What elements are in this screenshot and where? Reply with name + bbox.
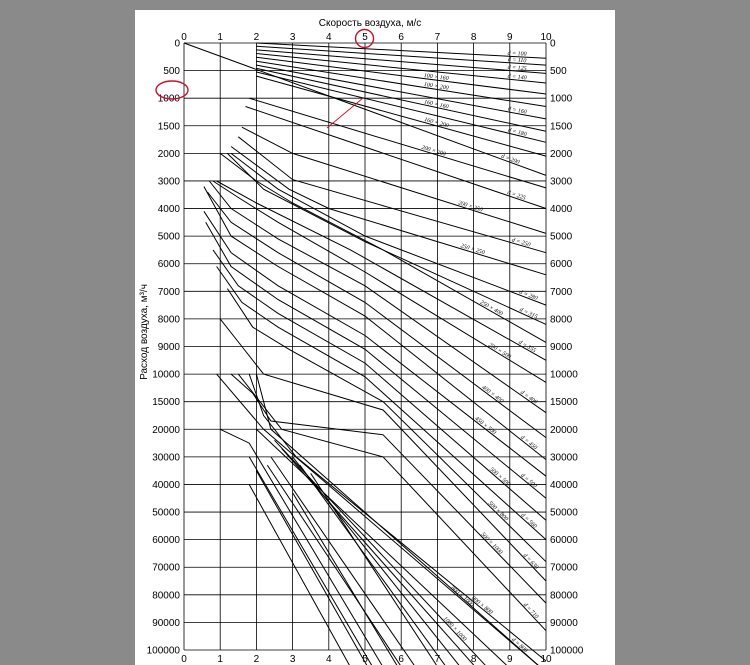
x-tick-bottom-2: 2 bbox=[253, 654, 260, 665]
series-label-800-1000: 800 × 1000 bbox=[449, 585, 475, 609]
series-label-d-355: d = 355 bbox=[517, 339, 537, 355]
series-label-d-315: d = 315 bbox=[518, 306, 539, 321]
y-tick-left-100000: 100000 bbox=[146, 645, 180, 657]
y-tick-right-500: 500 bbox=[550, 66, 567, 78]
x-tick-bottom-8: 8 bbox=[470, 654, 477, 665]
x-tick-top-1: 1 bbox=[217, 32, 223, 43]
series-label-450-500: 450 × 500 bbox=[473, 415, 497, 437]
series-label-100-200: 100 × 200 bbox=[423, 81, 449, 92]
x-tick-bottom-4: 4 bbox=[326, 654, 332, 665]
series-label-d-125: d = 125 bbox=[507, 64, 527, 73]
y-tick-right-70000: 70000 bbox=[550, 562, 578, 574]
series-label-d-250: d = 250 bbox=[510, 237, 531, 249]
series-line-200-200 bbox=[249, 98, 546, 188]
x-tick-bottom-9: 9 bbox=[507, 654, 513, 665]
y-tick-left-7000: 7000 bbox=[157, 286, 180, 298]
top-axis-label: Скорость воздуха, м/с bbox=[318, 18, 422, 29]
y-tick-right-7000: 7000 bbox=[550, 286, 573, 298]
y-tick-left-20000: 20000 bbox=[152, 424, 180, 436]
series-line-d-250 bbox=[238, 137, 546, 253]
highlight-pointer-line bbox=[327, 98, 363, 128]
series-label-d-630: d = 630 bbox=[521, 552, 540, 571]
y-tick-right-1000: 1000 bbox=[550, 93, 573, 105]
y-tick-right-100000: 100000 bbox=[550, 645, 584, 657]
series-line-d-450 bbox=[204, 187, 546, 460]
y-tick-left-3000: 3000 bbox=[157, 176, 180, 188]
y-tick-right-60000: 60000 bbox=[550, 535, 578, 547]
y-tick-right-5000: 5000 bbox=[550, 231, 573, 243]
y-tick-right-15000: 15000 bbox=[550, 397, 578, 409]
y-tick-left-8000: 8000 bbox=[157, 314, 180, 326]
x-tick-top-10: 10 bbox=[540, 32, 552, 43]
y-tick-right-9000: 9000 bbox=[550, 342, 573, 353]
series-label-d-100: d = 100 bbox=[507, 50, 527, 58]
x-tick-top-6: 6 bbox=[398, 32, 404, 43]
series-label-200-250: 200 × 250 bbox=[457, 200, 484, 214]
y-tick-right-90000: 90000 bbox=[550, 617, 578, 629]
y-tick-left-60000: 60000 bbox=[152, 535, 180, 547]
series-label-d-710: d = 710 bbox=[521, 602, 540, 621]
y-tick-right-3000: 3000 bbox=[550, 176, 573, 188]
x-tick-top-2: 2 bbox=[253, 32, 260, 43]
y-tick-right-4000: 4000 bbox=[550, 204, 573, 216]
chart-sheet bbox=[135, 10, 615, 665]
series-label-1000-1000: 1000 × 1000 bbox=[441, 615, 468, 643]
y-tick-right-80000: 80000 bbox=[550, 590, 578, 602]
y-tick-left-5000: 5000 bbox=[157, 231, 180, 243]
series-label-d-450: d = 450 bbox=[519, 434, 538, 452]
series-label-200-200: 200 × 200 bbox=[420, 144, 447, 158]
series-label-d-800: d = 800 bbox=[510, 636, 529, 655]
series-line-d-1250 bbox=[311, 473, 546, 665]
y-tick-right-2000: 2000 bbox=[550, 148, 573, 160]
series-label-d-400: d = 400 bbox=[518, 389, 539, 406]
series-label-160-200: 160 × 200 bbox=[423, 117, 450, 130]
y-tick-left-70000: 70000 bbox=[152, 562, 180, 574]
y-tick-left-50000: 50000 bbox=[152, 507, 180, 519]
series-label-d-280: d = 280 bbox=[518, 289, 539, 302]
series-label-100-160: 100 × 160 bbox=[423, 73, 449, 83]
series-label-d-110: d = 110 bbox=[507, 57, 527, 65]
series-line-d-630 bbox=[220, 319, 546, 581]
series-label-d-200: d = 200 bbox=[500, 153, 521, 166]
y-tick-left-40000: 40000 bbox=[152, 479, 180, 491]
x-tick-bottom-6: 6 bbox=[398, 654, 404, 665]
y-tick-left-6000: 6000 bbox=[157, 259, 180, 271]
series-label-500-1000: 500 × 1000 bbox=[479, 531, 504, 556]
x-tick-top-0: 0 bbox=[181, 32, 187, 43]
series-label-d-225: d = 225 bbox=[506, 189, 527, 202]
series-label-d-160: d = 160 bbox=[507, 106, 528, 116]
series-label-d-560: d = 560 bbox=[519, 512, 538, 530]
y-tick-right-10000: 10000 bbox=[550, 369, 578, 381]
series-label-d-500: d = 500 bbox=[519, 472, 538, 490]
series-line-500-800 bbox=[227, 289, 546, 562]
y-tick-left-0: 0 bbox=[174, 38, 180, 50]
y-tick-right-1500: 1500 bbox=[550, 121, 573, 133]
y-tick-left-80000: 80000 bbox=[152, 590, 180, 602]
y-tick-left-4000: 4000 bbox=[157, 204, 180, 216]
y-tick-right-30000: 30000 bbox=[550, 452, 578, 464]
y-tick-left-1000: 1000 bbox=[157, 93, 180, 105]
series-label-250-400: 250 × 400 bbox=[478, 299, 504, 318]
x-tick-top-8: 8 bbox=[470, 32, 477, 43]
y-tick-left-90000: 90000 bbox=[152, 617, 180, 629]
series-label-800-800: 800 × 800 bbox=[470, 595, 494, 616]
x-tick-bottom-10: 10 bbox=[540, 654, 552, 665]
y-tick-left-1500: 1500 bbox=[157, 121, 180, 133]
series-line-d-355 bbox=[217, 181, 546, 360]
series-label-500-500: 500 × 500 bbox=[488, 466, 511, 488]
y-tick-right-6000: 6000 bbox=[550, 259, 573, 271]
x-tick-bottom-1: 1 bbox=[217, 654, 223, 665]
y-tick-right-50000: 50000 bbox=[550, 507, 578, 519]
series-line-800-1000 bbox=[217, 374, 546, 665]
series-line-450-500 bbox=[204, 211, 546, 476]
x-tick-bottom-3: 3 bbox=[289, 654, 296, 665]
x-tick-top-3: 3 bbox=[289, 32, 296, 43]
series-line-250-250 bbox=[231, 144, 546, 275]
series-line-d-280 bbox=[231, 153, 546, 305]
y-tick-right-0: 0 bbox=[550, 38, 556, 50]
series-label-500-800: 500 × 800 bbox=[486, 500, 509, 523]
series-label-250-250: 250 × 250 bbox=[459, 243, 486, 257]
x-tick-top-7: 7 bbox=[434, 32, 441, 43]
series-line-d-400 bbox=[209, 181, 546, 413]
y-axis-label: Расход воздуха, м³/ч bbox=[139, 284, 150, 380]
y-tick-left-9000: 9000 bbox=[157, 342, 180, 353]
y-tick-left-10000: 10000 bbox=[152, 369, 180, 381]
series-label-250-500: 250 × 500 bbox=[487, 342, 512, 361]
x-tick-top-9: 9 bbox=[507, 32, 513, 43]
y-tick-left-30000: 30000 bbox=[152, 452, 180, 464]
series-label-d-180: d = 180 bbox=[507, 127, 528, 139]
air-velocity-flow-chart bbox=[135, 10, 615, 665]
series-label-160-160: 160 × 160 bbox=[423, 99, 450, 111]
series-label-400-400: 400 × 400 bbox=[480, 384, 505, 405]
x-tick-top-4: 4 bbox=[326, 32, 332, 43]
x-tick-bottom-5: 5 bbox=[362, 654, 368, 665]
series-label-d-140: d = 140 bbox=[507, 73, 527, 82]
y-tick-right-20000: 20000 bbox=[550, 424, 578, 436]
y-tick-left-500: 500 bbox=[163, 66, 180, 78]
y-tick-right-8000: 8000 bbox=[550, 314, 573, 326]
y-tick-left-15000: 15000 bbox=[152, 397, 180, 409]
x-tick-bottom-7: 7 bbox=[434, 654, 441, 665]
y-tick-right-40000: 40000 bbox=[550, 479, 578, 491]
y-tick-left-2000: 2000 bbox=[157, 148, 180, 160]
x-tick-top-5: 5 bbox=[362, 32, 368, 43]
x-tick-bottom-0: 0 bbox=[181, 654, 187, 665]
